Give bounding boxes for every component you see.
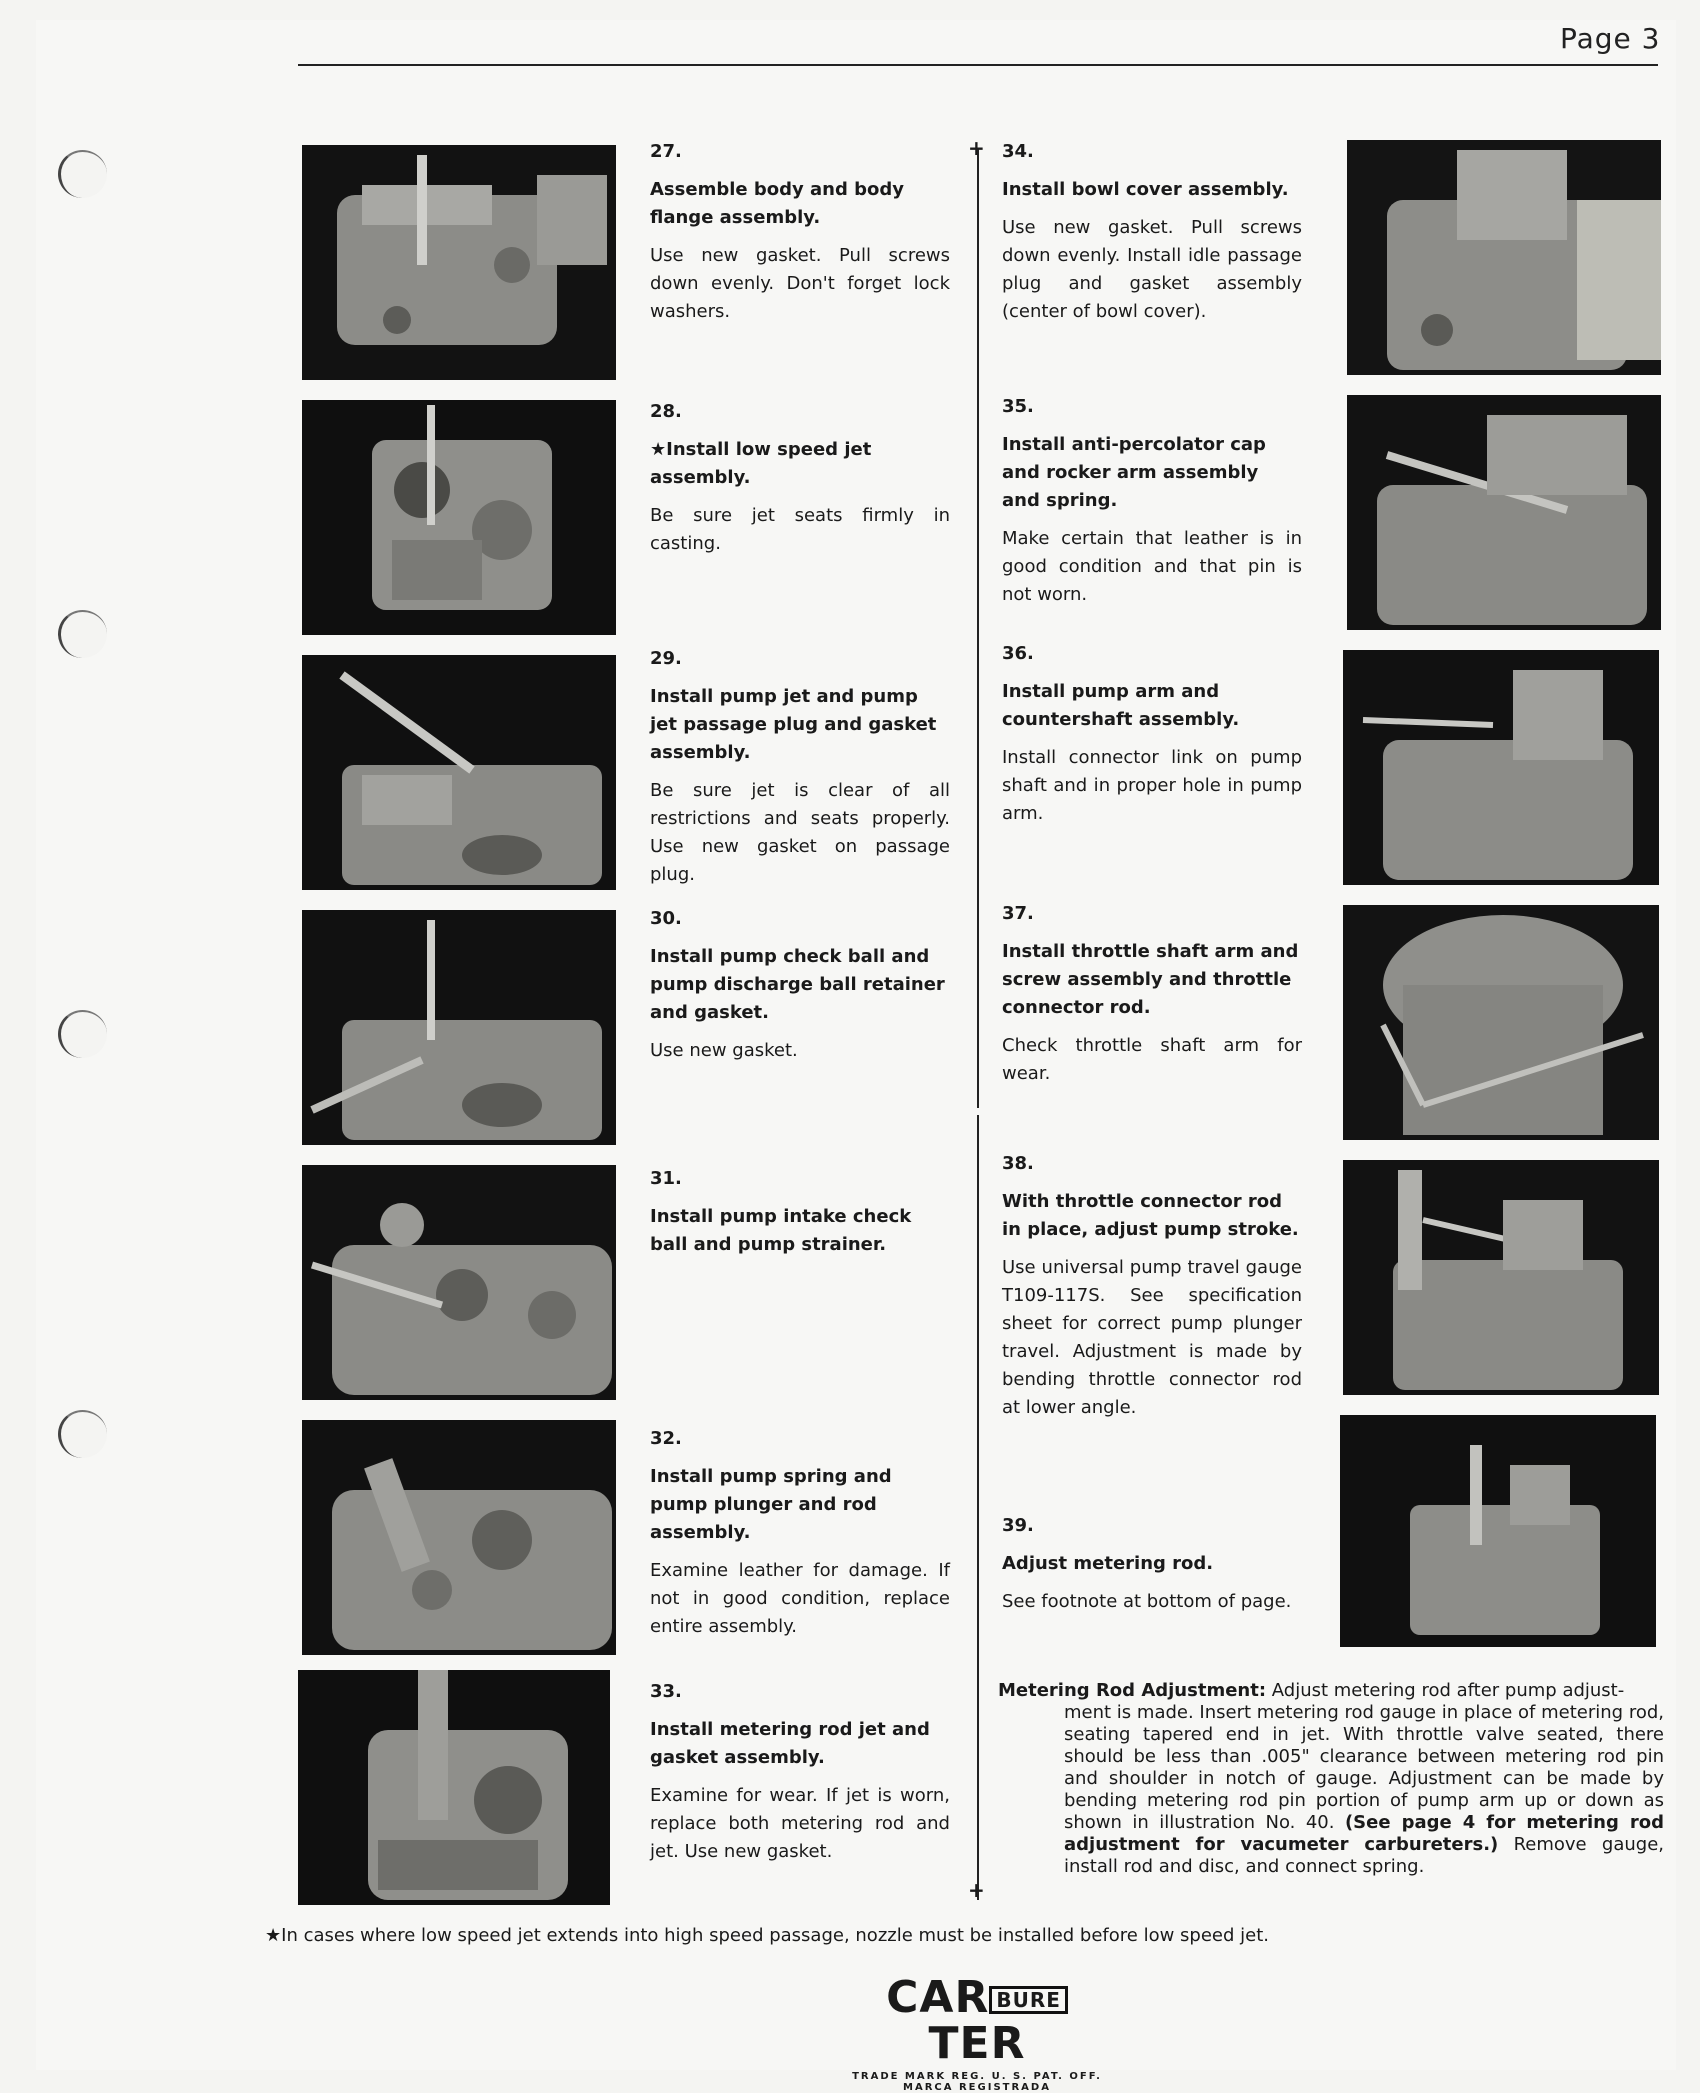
step-number: 32. xyxy=(650,1428,682,1449)
metering-rod-note xyxy=(998,1680,1664,1878)
step-31 xyxy=(650,1165,950,1269)
logo-marca: MARCA REGISTRADA xyxy=(903,2082,1051,2093)
footnote: ★In cases where low speed jet extends into high speed passage, nozzle must be installed before low speed jet. xyxy=(265,1925,1269,1946)
step-description: Examine for wear. If jet is worn, replace both metering rod and jet. Use new gasket. xyxy=(650,1785,950,1862)
carbureter-logo xyxy=(852,1972,1102,2093)
photo-step-29 xyxy=(302,655,616,890)
step-description: Be sure jet seats firmly in casting. xyxy=(650,505,950,554)
step-title: Install pump arm and countershaft assembly. xyxy=(1002,681,1240,730)
step-title: Install metering rod jet and gasket assembly. xyxy=(650,1719,930,1768)
step-number: 29. xyxy=(650,648,682,669)
step-number: 37. xyxy=(1002,903,1034,924)
step-27 xyxy=(650,138,950,326)
binder-hole xyxy=(58,1410,107,1458)
rule-marker-top: + xyxy=(968,136,985,160)
step-38 xyxy=(1002,1150,1302,1422)
step-description: Use new gasket. Pull screws down evenly. Don't forget lock washers. xyxy=(650,245,950,322)
photo-step-31 xyxy=(302,1165,616,1400)
photo-step-37 xyxy=(1343,905,1659,1140)
step-35 xyxy=(1002,393,1302,609)
step-title: ★Install low speed jet assembly. xyxy=(650,439,872,488)
logo-box: BURE xyxy=(989,1986,1068,2014)
step-description: Examine leather for damage. If not in good condition, replace entire assembly. xyxy=(650,1560,950,1637)
photo-step-28 xyxy=(302,400,616,635)
step-title: With throttle connector rod in place, adjust pump stroke. xyxy=(1002,1191,1299,1240)
step-number: 31. xyxy=(650,1168,682,1189)
logo-trademark: TRADE MARK REG. U. S. PAT. OFF. xyxy=(852,2071,1102,2082)
photo-step-30 xyxy=(302,910,616,1145)
step-description: Use universal pump travel gauge T109-117S. See specification sheet for correct pump plunger travel. Adjustment is made by bending throttle connector rod at lower angle. xyxy=(1002,1257,1302,1418)
center-rule xyxy=(977,148,979,1108)
step-34 xyxy=(1002,138,1302,326)
step-description: Be sure jet is clear of all restrictions and seats properly. Use new gasket on passage plug. xyxy=(650,780,950,885)
binder-hole xyxy=(58,1010,107,1058)
step-number: 38. xyxy=(1002,1153,1034,1174)
note-tail-text: Remove gauge, install rod and disc, and connect spring. xyxy=(1064,1834,1664,1877)
step-title: Assemble body and body flange assembly. xyxy=(650,179,904,228)
center-rule xyxy=(977,1115,979,1900)
step-number: 36. xyxy=(1002,643,1034,664)
step-36 xyxy=(1002,640,1302,828)
photo-step-35 xyxy=(1347,395,1661,630)
step-title: Install pump jet and pump jet passage plug and gasket assembly. xyxy=(650,686,937,763)
step-number: 35. xyxy=(1002,396,1034,417)
step-title: Install throttle shaft arm and screw assembly and throttle connector rod. xyxy=(1002,941,1299,1018)
step-title: Install pump spring and pump plunger and rod assembly. xyxy=(650,1466,892,1543)
note-first-line: Adjust metering rod after pump adjust- xyxy=(1271,1680,1625,1701)
top-rule xyxy=(298,64,1658,66)
step-title: Install pump intake check ball and pump strainer. xyxy=(650,1206,912,1255)
photo-step-33 xyxy=(298,1670,610,1905)
photo-step-32 xyxy=(302,1420,616,1655)
photo-step-34 xyxy=(1347,140,1661,375)
rule-marker-bottom: + xyxy=(968,1878,985,1902)
logo-wordmark xyxy=(852,1972,1102,2069)
step-number: 27. xyxy=(650,141,682,162)
step-32 xyxy=(650,1425,950,1641)
step-39 xyxy=(1002,1512,1302,1616)
step-37 xyxy=(1002,900,1302,1088)
step-title: Install anti-percolator cap and rocker arm assembly and spring. xyxy=(1002,434,1266,511)
step-description: See footnote at bottom of page. xyxy=(1002,1591,1292,1612)
step-number: 28. xyxy=(650,401,682,422)
step-description: Use new gasket. Pull screws down evenly. Install idle passage plug and gasket assembly (center of bowl cover). xyxy=(1002,217,1302,322)
step-29 xyxy=(650,645,950,889)
step-number: 30. xyxy=(650,908,682,929)
step-number: 39. xyxy=(1002,1515,1034,1536)
step-33 xyxy=(650,1678,950,1866)
step-30 xyxy=(650,905,950,1065)
step-number: 34. xyxy=(1002,141,1034,162)
note-bold-reference: (See page 4 for metering rod adjustment for vacumeter carbureters.) xyxy=(1064,1812,1664,1855)
photo-step-27 xyxy=(302,145,616,380)
photo-step-39 xyxy=(1340,1415,1656,1647)
step-number: 33. xyxy=(650,1681,682,1702)
note-heading: Metering Rod Adjustment: xyxy=(998,1680,1267,1701)
photo-step-36 xyxy=(1343,650,1659,885)
logo-right: TER xyxy=(928,2018,1026,2069)
binder-hole xyxy=(58,150,107,198)
photo-step-38 xyxy=(1343,1160,1659,1395)
step-title: Install bowl cover assembly. xyxy=(1002,179,1289,200)
binder-hole xyxy=(58,610,107,658)
step-description: Install connector link on pump shaft and in proper hole in pump arm. xyxy=(1002,747,1302,824)
logo-left: CAR xyxy=(886,1972,990,2023)
note-body xyxy=(998,1702,1664,1878)
step-description: Check throttle shaft arm for wear. xyxy=(1002,1035,1302,1084)
step-title: Install pump check ball and pump discharge ball retainer and gasket. xyxy=(650,946,945,1023)
page-number: Page 3 xyxy=(1560,22,1661,55)
note-body-text: ment is made. Insert metering rod gauge in place of metering rod, seating tapered end in jet. With throttle valve seated, there should be less than .005" clearance between metering rod pin and shoulder in notch of gauge. Adjustment can be made by bending metering rod pin portion of pump arm up or down as shown in illustration No. 40. xyxy=(1064,1702,1664,1833)
step-description: Use new gasket. xyxy=(650,1040,798,1061)
step-28 xyxy=(650,398,950,558)
step-description: Make certain that leather is in good condition and that pin is not worn. xyxy=(1002,528,1302,605)
step-title: Adjust metering rod. xyxy=(1002,1553,1214,1574)
